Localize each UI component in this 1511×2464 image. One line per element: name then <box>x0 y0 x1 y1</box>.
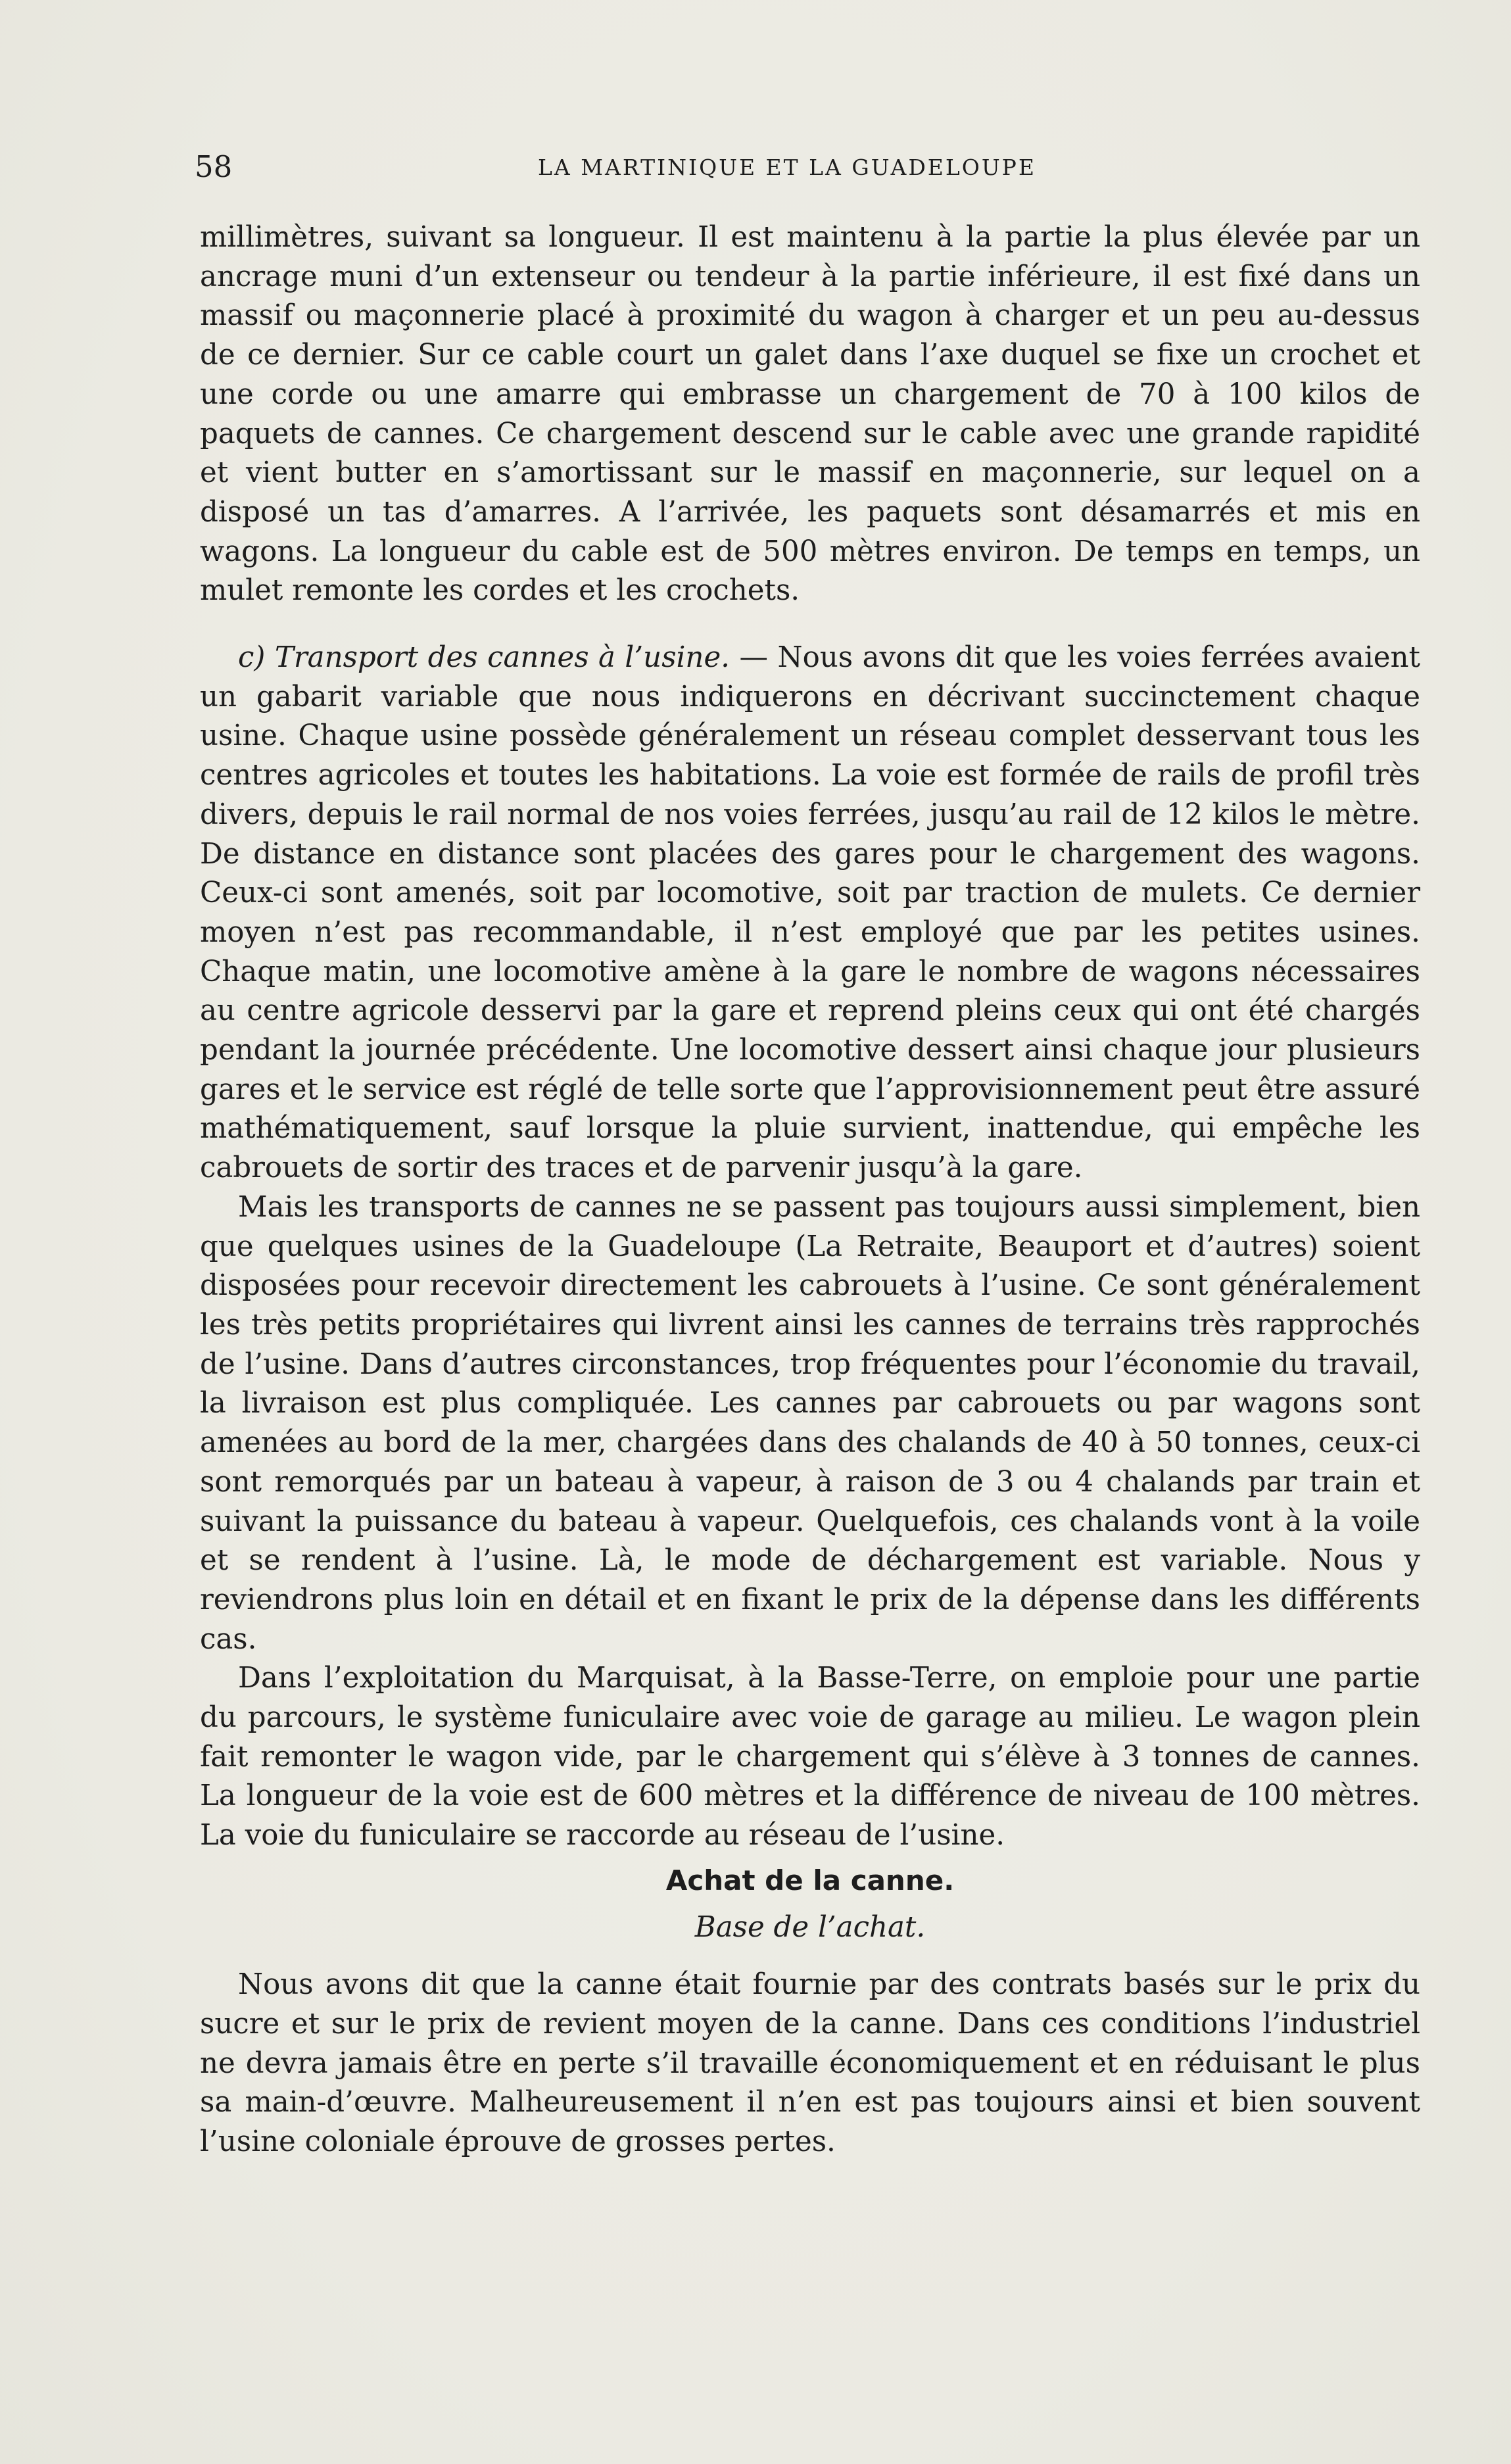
section-subheading: Base de l’achat. <box>694 1910 926 1944</box>
paragraph-transports-complexes: Mais les transports de cannes ne se passent pas toujours aussi simplement, bien que quelques usines de la Guadeloupe (La Retraite, Beauport et d’autres) soient disposées pour recevoir directement les cabrouets à l’usine. Ce sont généralement les très petits propriétaires qui livrent ainsi les cannes de terrains très rapprochés de l’usine. Dans d’autres circonstances, trop fréquentes pour l’économie du travail, la livraison est plus compliquée. Les cannes par cabrouets ou par wagons sont amenées au bord de la mer, chargées dans des chalands de 40 à 50 tonnes, ceux-ci sont remorqués par un bateau à vapeur, à raison de 3 ou 4 chalands par train et suivant la puissance du bateau à vapeur. Quelquefois, ces chalands vont à la voile et se rendent à l’usine. Là, le mode de déchargement est variable. Nous y reviendrons plus loin en détail et en fixant le prix de la dépense dans les différents cas. <box>200 1190 1420 1656</box>
page-number: 58 <box>195 149 233 184</box>
section-heading: Achat de la canne. <box>665 1864 955 1896</box>
paragraph-transport-usine-text: — Nous avons dit que les voies ferrées avaient un gabarit variable que nous indiquerons en décrivant succinctement chaque usine. Chaque usine possède généralement un réseau complet desservant tous les centres agricoles et toutes les habitations. La voie est formée de rails de profil très divers, depuis le rail normal de nos voies ferrées, jusqu’au rail de 12 kilos le mètre. De distance en distance sont placées des gares pour le chargement des wagons. Ceux-ci sont amenés, soit par locomotive, soit par traction de mulets. Ce dernier moyen n’est pas recommandable, il n’est employé que par les petites usines. Chaque matin, une locomotive amène à la gare le nombre de wagons nécessaires au centre agricole desservi par la gare et reprend pleins ceux qui ont été chargés pendant la journée précédente. Une locomotive dessert ainsi chaque jour plusieurs gares et le service est réglé de telle sorte que l’approvisionnement peut être assuré mathématiquement, sauf lorsque la pluie survient, inattendue, qui empêche les cabrouets de sortir des traces et de parvenir jusqu’à la gare. <box>200 641 1420 1185</box>
section-title-transport: c) Transport des cannes à l’usine. <box>238 641 731 675</box>
body-text <box>200 218 1420 2162</box>
paragraph-transport-usine <box>200 639 1420 1188</box>
paragraph-cable-transport: millimètres, suivant sa longueur. Il est maintenu à la partie la plus élevée par un ancrage muni d’un extenseur ou tendeur à la partie inférieure, il est fixé dans un massif ou maçonnerie placé à proximité du wagon à charger et un peu au-dessus de ce dernier. Sur ce cable court un galet dans l’axe duquel se fixe un crochet et une corde ou une amarre qui embrasse un chargement de 70 à 100 kilos de paquets de cannes. Ce chargement descend sur le cable avec une grande rapidité et vient butter en s’amortissant sur le massif en maçonnerie, sur lequel on a disposé un tas d’amarres. A l’arrivée, les paquets sont désamarrés et mis en wagons. La longueur du cable est de 500 mètres environ. De temps en temps, un mulet remonte les cordes et les crochets. <box>200 221 1420 608</box>
paragraph-achat: Nous avons dit que la canne était fournie par des contrats basés sur le prix du sucre et sur le prix de revient moyen de la canne. Dans ces conditions l’industriel ne devra jamais être en perte s’il travaille économiquement et en réduisant le plus sa main-d’œuvre. Malheureusement il n’en est pas toujours ainsi et bien souvent l’usine coloniale éprouve de grosses pertes. <box>200 1968 1420 2159</box>
page-header <box>195 147 1419 187</box>
paragraph-marquisat: Dans l’exploitation du Marquisat, à la Basse-Terre, on emploie pour une partie du parcours, le système funiculaire avec voie de garage au milieu. Le wagon plein fait remonter le wagon vide, par le chargement qui s’élève à 3 tonnes de cannes. La longueur de la voie est de 600 mètres et la différence de niveau de 100 mètres. La voie du funiculaire se raccorde au réseau de l’usine. <box>200 1662 1420 1852</box>
running-title: LA MARTINIQUE ET LA GUADELOUPE <box>538 155 1036 180</box>
